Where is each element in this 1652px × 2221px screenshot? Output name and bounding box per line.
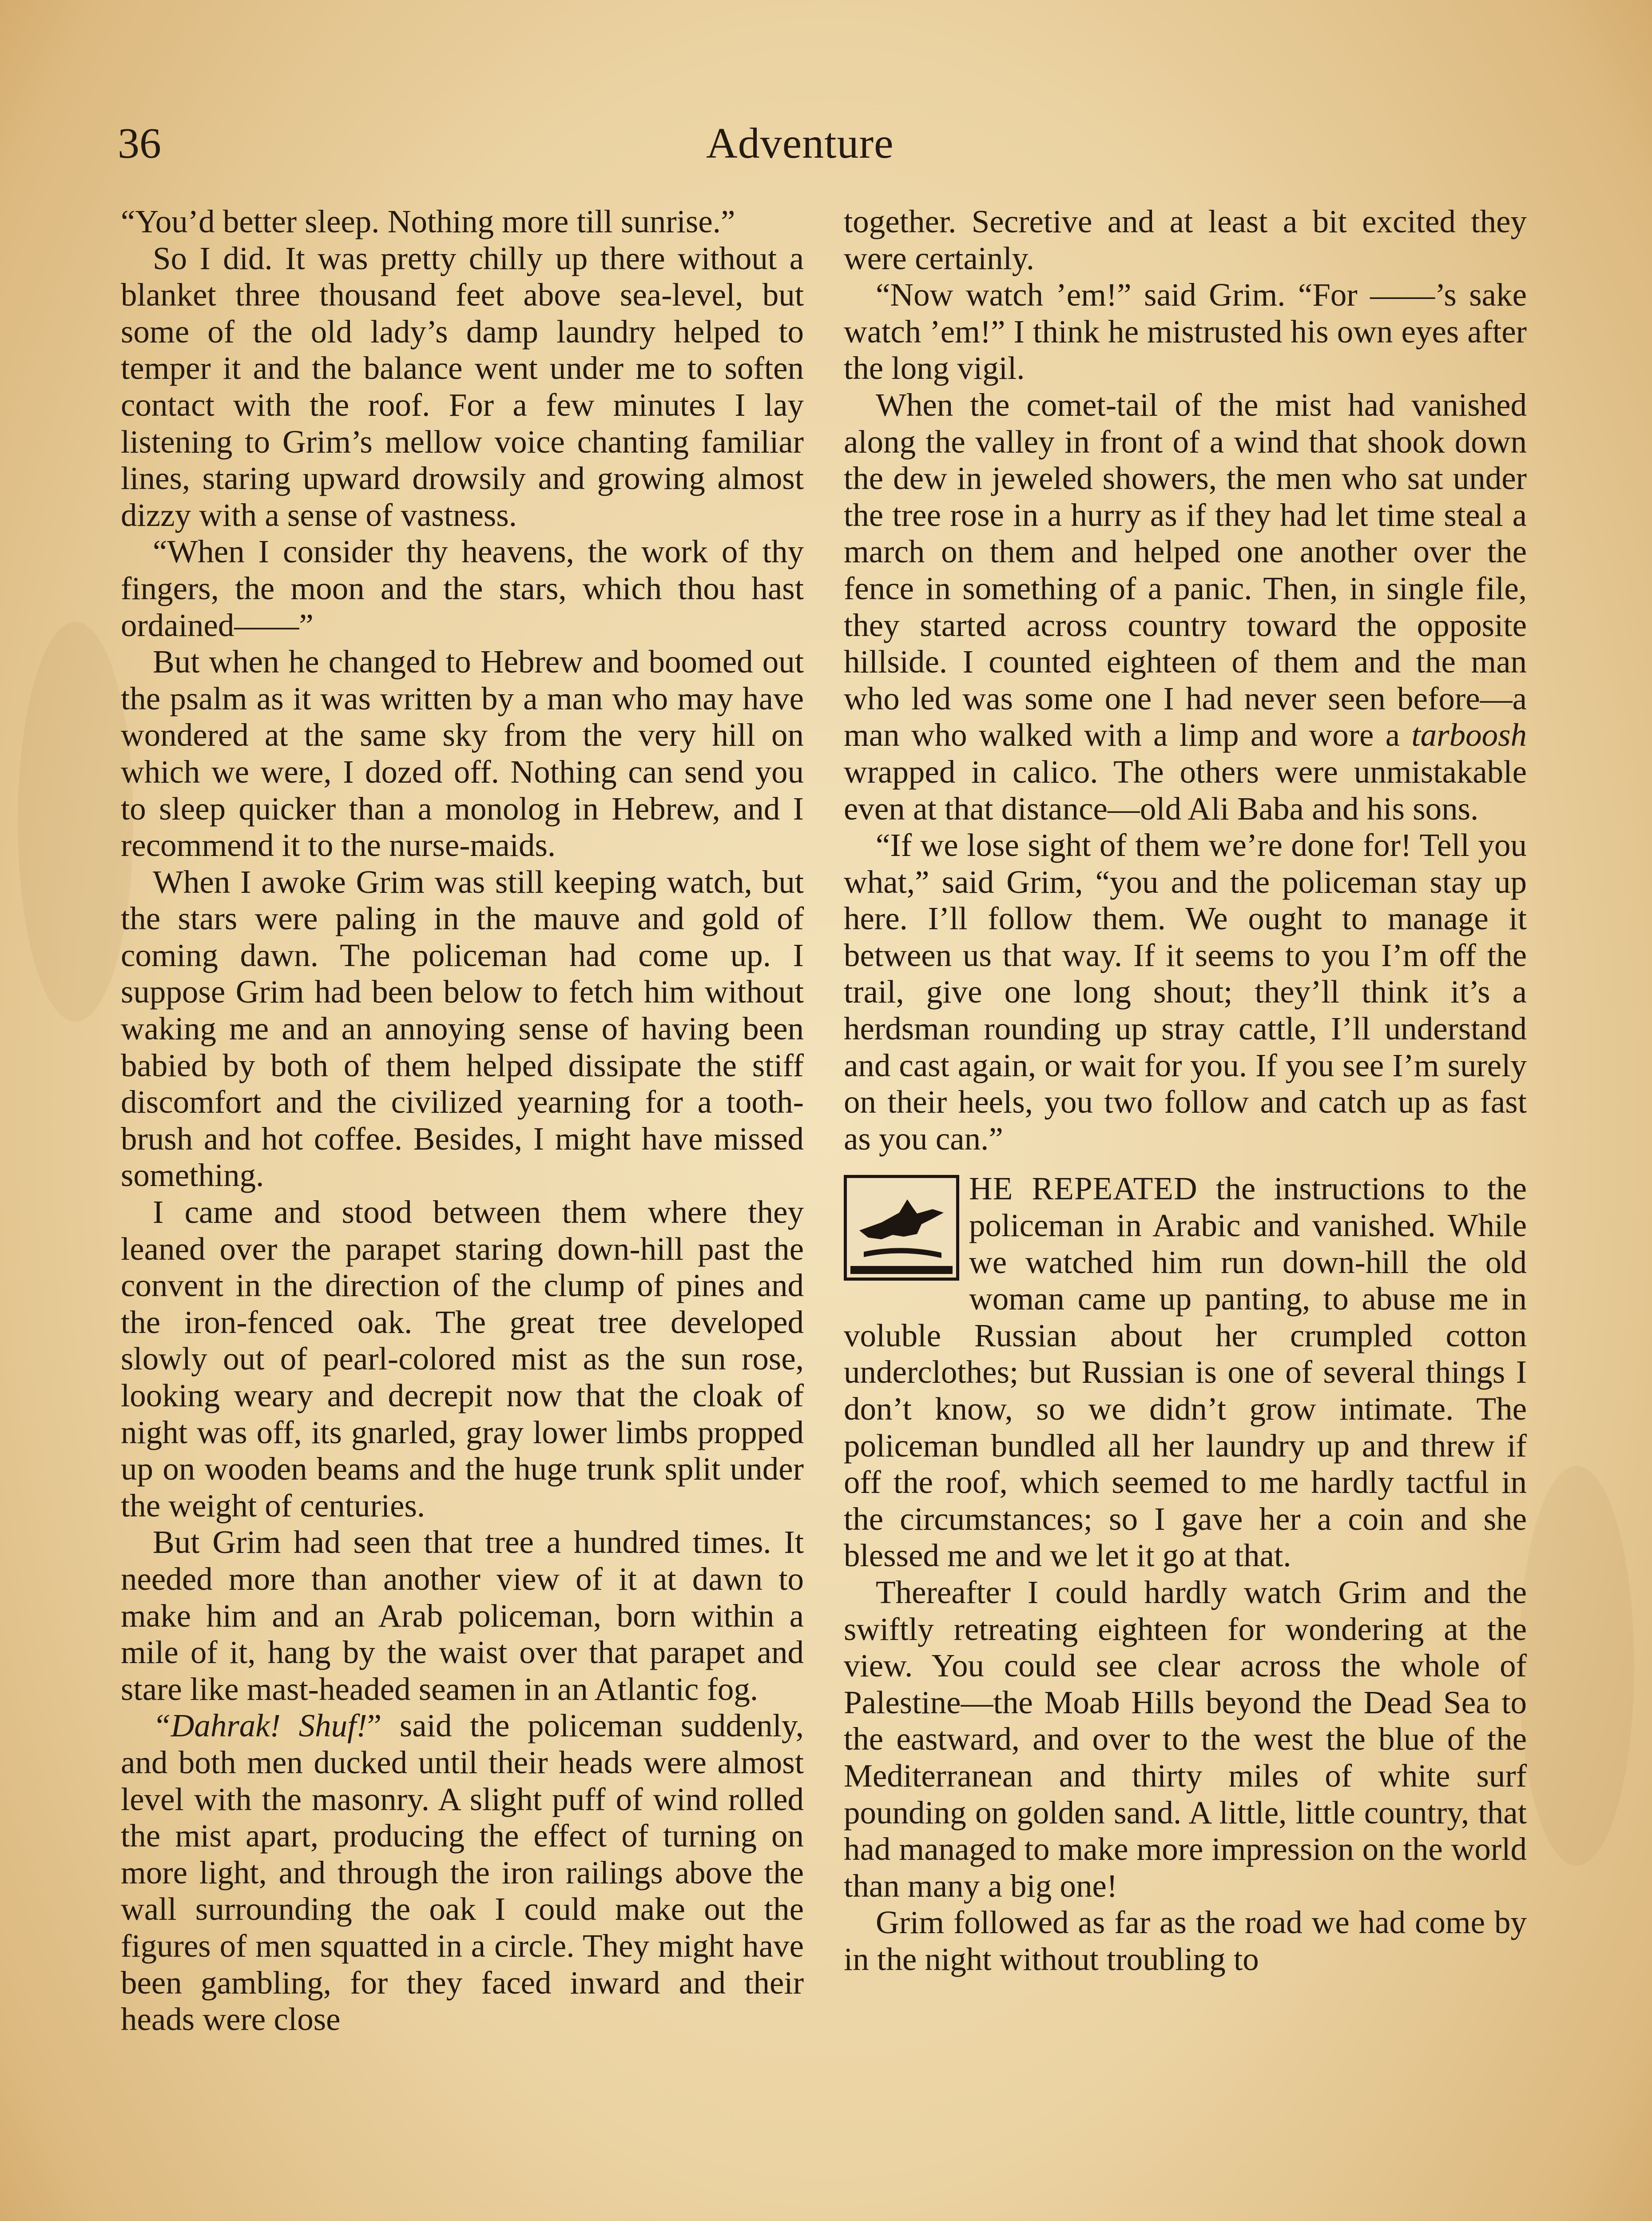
section-break [844, 1170, 1527, 1574]
paragraph: Grim followed as far as the road we had come by in the night without troubling to [844, 1904, 1527, 1977]
running-title: Adventure [706, 119, 894, 167]
paragraph-text: wrapped in calico. The others were unmistakable even at that distance—old Ali Baba and his sons. [844, 753, 1527, 827]
paragraph: So I did. It was pretty chilly up there without a blanket three thousand feet above sea-level, but some of the old lady’s damp laundry helped to temper it and the balance went under me to soften contact with the roof. For a few minutes I lay listening to Grim’s mellow voice chanting familiar lines, staring upward drowsily and growing almost dizzy with a sense of vastness. [121, 240, 804, 533]
paragraph-text: ” said the policeman suddenly, and both men ducked until their heads were almost level with the masonry. A slight puff of wind rolled the mist apart, producing the effect of turning on more light, and through the iron railings above the wall surrounding the oak I could make out the figures of men squatted in a circle. They might have been gambling, for they faced inward and their heads were close [121, 1708, 804, 2038]
page-header [0, 115, 1652, 181]
paper-stain [18, 622, 133, 1022]
lead-in: HE REPEATED [969, 1170, 1198, 1207]
paragraph: I came and stood between them where they leaned over the parapet staring down-hill past the convent in the direction of the clump of pines and the iron-fenced oak. The great tree developed slowly out of pearl-colored mist as the sun rose, looking weary and decrepit now that the cloak of night was off, its gnarled, gray lower limbs propped up on wooden beams and the huge trunk split under the weight of centuries. [121, 1194, 804, 1524]
paragraph [121, 1708, 804, 2038]
paragraph: together. Secretive and at least a bit excited they were certainly. [844, 203, 1527, 276]
left-column [121, 203, 804, 2038]
paper-stain [1519, 1466, 1634, 1866]
paragraph: “Now watch ’em!” said Grim. “For ——’s sake watch ’em!” I think he mistrusted his own eyes after the long vigil. [844, 277, 1527, 386]
eagle-icon [850, 1182, 953, 1274]
paragraph: When I awoke Grim was still keeping watch, but the stars were paling in the mauve and gold of coming dawn. The policeman had come up. I suppose Grim had been below to fetch him without waking me and an annoying sense of having been babied by both of them helped dissipate the stiff discomfort and the civilized yearning for a tooth-brush and hot coffee. Besides, I might have missed something. [121, 864, 804, 1194]
paragraph: “You’d better sleep. Nothing more till sunrise.” [121, 203, 735, 239]
italic-word: tarboosh [1411, 717, 1527, 753]
paragraph [844, 387, 1527, 827]
page-number: 36 [118, 119, 161, 167]
paragraph: But Grim had seen that tree a hundred times. It needed more than another view of it at dawn to make him and an Arab policeman, born within a mile of it, hang by the waist over that parapet and stare like mast-headed seamen in an Atlantic fog. [121, 1524, 804, 1707]
right-column [844, 203, 1527, 1978]
paragraph-text: When the comet-tail of the mist had vanished along the valley in front of a wind that shook down the dew in jeweled showers, the men who sat under the tree rose in a hurry as if they had let time steal a march on them and helped one another over the fence in something of a panic. Then, in single file, they started across country toward the opposite hillside. I counted eighteen of them and the man who led was some one I had never seen before—a man who walked with a limp and wore a [844, 386, 1527, 753]
foreign-phrase: “Dahrak! Shuf! [153, 1708, 367, 1744]
paragraph: “If we lose sight of them we’re done for! Tell you what,” said Grim, “you and the policeman stay up here. I’ll follow them. We ought to manage it between us that way. If it seems to you I’m off the trail, give one long shout; they’ll think it’s a herdsman rounding up stray cattle, I’ll understand and cast again, or wait for you. If you see I’m surely on their heels, you two follow and catch up as fast as you can.” [844, 827, 1527, 1157]
paragraph: “When I consider thy heavens, the work of thy fingers, the moon and the stars, which thou hast ordained——” [121, 533, 804, 643]
drop-cap [844, 1175, 959, 1281]
paragraph-text: the instructions to the policeman in Arabic and vanished. While we watched him run down-hill the old woman came up panting, to abuse me in voluble Russian about her crumpled cotton underclothes; but Russian is one of several things I don’t know, so we didn’t grow intimate. The policeman bundled all her laundry up and threw if off the roof, which seemed to me hardly tactful in the circumstances; so I gave her a coin and she blessed me and we let it go at that. [844, 1170, 1527, 1574]
paragraph: Thereafter I could hardly watch Grim and the swiftly retreating eighteen for wondering at the view. You could see clear across the whole of Palestine—the Moab Hills beyond the Dead Sea to the eastward, and over to the west the blue of the Mediterranean and thirty miles of white surf pounding on golden sand. A little, little country, that had managed to make more impression on the world than many a big one! [844, 1574, 1527, 1904]
paragraph: But when he changed to Hebrew and boomed out the psalm as it was written by a man who may have wondered at the same sky from the very hill on which we were, I dozed off. Nothing can send you to sleep quicker than a monolog in Hebrew, and I recommend it to the nurse-maids. [121, 644, 804, 864]
